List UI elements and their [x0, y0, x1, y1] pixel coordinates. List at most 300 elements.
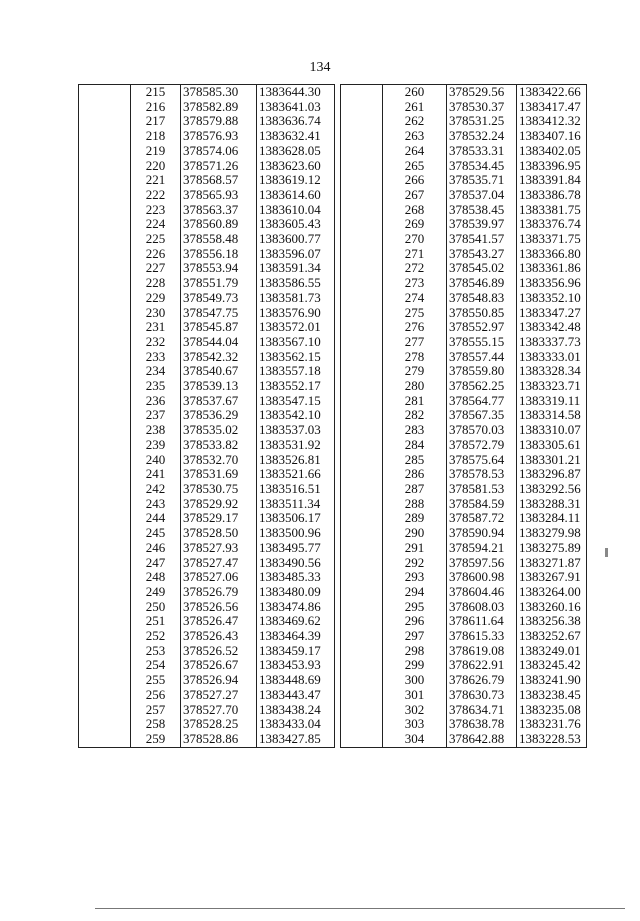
table-row — [79, 408, 335, 423]
x-coordinate-cell: 378557.44 — [447, 350, 517, 365]
x-coordinate-cell: 378526.94 — [181, 673, 257, 688]
table-row — [341, 159, 587, 174]
point-number-cell: 274 — [383, 291, 447, 306]
table-row — [79, 335, 335, 350]
x-coordinate-cell: 378528.50 — [181, 526, 257, 541]
blank-cell — [79, 350, 131, 365]
blank-cell — [341, 232, 383, 247]
table-row — [79, 482, 335, 497]
blank-cell — [79, 85, 131, 100]
blank-cell — [79, 423, 131, 438]
x-coordinate-cell: 378550.85 — [447, 306, 517, 321]
y-coordinate-cell: 1383347.27 — [517, 306, 587, 321]
point-number-cell: 291 — [383, 541, 447, 556]
x-coordinate-cell: 378542.32 — [181, 350, 257, 365]
table-row — [79, 732, 335, 747]
x-coordinate-cell: 378553.94 — [181, 261, 257, 276]
x-coordinate-cell: 378534.45 — [447, 159, 517, 174]
point-number-cell: 296 — [383, 614, 447, 629]
blank-cell — [79, 291, 131, 306]
scan-mark — [605, 548, 608, 557]
x-coordinate-cell: 378575.64 — [447, 453, 517, 468]
table-row — [341, 100, 587, 115]
x-coordinate-cell: 378567.35 — [447, 408, 517, 423]
x-coordinate-cell: 378526.52 — [181, 644, 257, 659]
x-coordinate-cell: 378526.56 — [181, 600, 257, 615]
x-coordinate-cell: 378549.73 — [181, 291, 257, 306]
table-row — [341, 600, 587, 615]
x-coordinate-cell: 378584.59 — [447, 497, 517, 512]
y-coordinate-cell: 1383438.24 — [257, 703, 335, 718]
table-row — [79, 717, 335, 732]
blank-cell — [341, 247, 383, 262]
x-coordinate-cell: 378536.29 — [181, 408, 257, 423]
x-coordinate-cell: 378548.83 — [447, 291, 517, 306]
y-coordinate-cell: 1383284.11 — [517, 511, 587, 526]
y-coordinate-cell: 1383641.03 — [257, 100, 335, 115]
y-coordinate-cell: 1383323.71 — [517, 379, 587, 394]
x-coordinate-cell: 378527.06 — [181, 570, 257, 585]
x-coordinate-cell: 378611.64 — [447, 614, 517, 629]
y-coordinate-cell: 1383252.67 — [517, 629, 587, 644]
point-number-cell: 243 — [131, 497, 181, 512]
point-number-cell: 297 — [383, 629, 447, 644]
y-coordinate-cell: 1383356.96 — [517, 276, 587, 291]
x-coordinate-cell: 378559.80 — [447, 364, 517, 379]
point-number-cell: 227 — [131, 261, 181, 276]
point-number-cell: 285 — [383, 453, 447, 468]
x-coordinate-cell: 378572.79 — [447, 438, 517, 453]
point-number-cell: 215 — [131, 85, 181, 100]
point-number-cell: 236 — [131, 394, 181, 409]
point-number-cell: 279 — [383, 364, 447, 379]
point-number-cell: 256 — [131, 688, 181, 703]
x-coordinate-cell: 378562.25 — [447, 379, 517, 394]
x-coordinate-cell: 378578.53 — [447, 467, 517, 482]
x-coordinate-cell: 378600.98 — [447, 570, 517, 585]
point-number-cell: 216 — [131, 100, 181, 115]
y-coordinate-cell: 1383288.31 — [517, 497, 587, 512]
blank-cell — [79, 556, 131, 571]
y-coordinate-cell: 1383256.38 — [517, 614, 587, 629]
point-number-cell: 218 — [131, 129, 181, 144]
table-row — [341, 511, 587, 526]
blank-cell — [341, 732, 383, 747]
y-coordinate-cell: 1383396.95 — [517, 159, 587, 174]
y-coordinate-cell: 1383412.32 — [517, 114, 587, 129]
point-number-cell: 267 — [383, 188, 447, 203]
table-row — [341, 453, 587, 468]
table-row — [341, 703, 587, 718]
point-number-cell: 250 — [131, 600, 181, 615]
table-row — [79, 291, 335, 306]
point-number-cell: 289 — [383, 511, 447, 526]
x-coordinate-cell: 378529.92 — [181, 497, 257, 512]
blank-cell — [341, 600, 383, 615]
x-coordinate-cell: 378528.25 — [181, 717, 257, 732]
point-number-cell: 277 — [383, 335, 447, 350]
y-coordinate-cell: 1383628.05 — [257, 144, 335, 159]
blank-cell — [341, 306, 383, 321]
blank-cell — [79, 379, 131, 394]
x-coordinate-cell: 378532.24 — [447, 129, 517, 144]
table-row — [79, 129, 335, 144]
table-row — [341, 188, 587, 203]
table-row — [79, 644, 335, 659]
blank-cell — [341, 114, 383, 129]
table-row — [79, 188, 335, 203]
blank-cell — [341, 541, 383, 556]
blank-cell — [79, 232, 131, 247]
y-coordinate-cell: 1383542.10 — [257, 408, 335, 423]
table-row — [341, 438, 587, 453]
table-row — [341, 467, 587, 482]
x-coordinate-cell: 378527.27 — [181, 688, 257, 703]
y-coordinate-cell: 1383474.86 — [257, 600, 335, 615]
blank-cell — [79, 629, 131, 644]
table-row — [79, 453, 335, 468]
blank-cell — [341, 394, 383, 409]
blank-cell — [79, 482, 131, 497]
x-coordinate-cell: 378594.21 — [447, 541, 517, 556]
y-coordinate-cell: 1383605.43 — [257, 217, 335, 232]
y-coordinate-cell: 1383328.34 — [517, 364, 587, 379]
x-coordinate-cell: 378539.97 — [447, 217, 517, 232]
point-number-cell: 231 — [131, 320, 181, 335]
blank-cell — [79, 188, 131, 203]
table-row — [79, 511, 335, 526]
table-row — [341, 497, 587, 512]
table-row — [341, 350, 587, 365]
x-coordinate-cell: 378541.57 — [447, 232, 517, 247]
x-coordinate-cell: 378597.56 — [447, 556, 517, 571]
x-coordinate-cell: 378530.75 — [181, 482, 257, 497]
point-number-cell: 230 — [131, 306, 181, 321]
x-coordinate-cell: 378546.89 — [447, 276, 517, 291]
point-number-cell: 235 — [131, 379, 181, 394]
blank-cell — [341, 320, 383, 335]
blank-cell — [79, 673, 131, 688]
y-coordinate-cell: 1383314.58 — [517, 408, 587, 423]
table-row — [341, 247, 587, 262]
point-number-cell: 273 — [383, 276, 447, 291]
blank-cell — [79, 276, 131, 291]
y-coordinate-cell: 1383610.04 — [257, 203, 335, 218]
x-coordinate-cell: 378527.47 — [181, 556, 257, 571]
blank-cell — [79, 614, 131, 629]
x-coordinate-cell: 378579.88 — [181, 114, 257, 129]
x-coordinate-cell: 378585.30 — [181, 85, 257, 100]
y-coordinate-cell: 1383231.76 — [517, 717, 587, 732]
point-number-cell: 260 — [383, 85, 447, 100]
y-coordinate-cell: 1383292.56 — [517, 482, 587, 497]
y-coordinate-cell: 1383480.09 — [257, 585, 335, 600]
blank-cell — [79, 100, 131, 115]
table-row — [341, 379, 587, 394]
x-coordinate-cell: 378543.27 — [447, 247, 517, 262]
x-coordinate-cell: 378527.70 — [181, 703, 257, 718]
table-row — [79, 570, 335, 585]
table-row — [79, 379, 335, 394]
point-number-cell: 282 — [383, 408, 447, 423]
x-coordinate-cell: 378528.86 — [181, 732, 257, 747]
x-coordinate-cell: 378556.18 — [181, 247, 257, 262]
point-number-cell: 275 — [383, 306, 447, 321]
table-row — [79, 629, 335, 644]
blank-cell — [79, 453, 131, 468]
table-row — [79, 173, 335, 188]
table-row — [341, 261, 587, 276]
point-number-cell: 298 — [383, 644, 447, 659]
table-row — [79, 232, 335, 247]
point-number-cell: 253 — [131, 644, 181, 659]
blank-cell — [341, 497, 383, 512]
x-coordinate-cell: 378574.06 — [181, 144, 257, 159]
point-number-cell: 300 — [383, 673, 447, 688]
point-number-cell: 222 — [131, 188, 181, 203]
y-coordinate-cell: 1383623.60 — [257, 159, 335, 174]
table-row — [341, 585, 587, 600]
y-coordinate-cell: 1383547.15 — [257, 394, 335, 409]
x-coordinate-cell: 378529.17 — [181, 511, 257, 526]
blank-cell — [341, 482, 383, 497]
y-coordinate-cell: 1383427.85 — [257, 732, 335, 747]
y-coordinate-cell: 1383531.92 — [257, 438, 335, 453]
x-coordinate-cell: 378529.56 — [447, 85, 517, 100]
point-number-cell: 278 — [383, 350, 447, 365]
y-coordinate-cell: 1383433.04 — [257, 717, 335, 732]
x-coordinate-cell: 378619.08 — [447, 644, 517, 659]
point-number-cell: 245 — [131, 526, 181, 541]
y-coordinate-cell: 1383319.11 — [517, 394, 587, 409]
blank-cell — [79, 541, 131, 556]
point-number-cell: 303 — [383, 717, 447, 732]
x-coordinate-cell: 378539.13 — [181, 379, 257, 394]
y-coordinate-cell: 1383516.51 — [257, 482, 335, 497]
x-coordinate-cell: 378531.69 — [181, 467, 257, 482]
y-coordinate-cell: 1383305.61 — [517, 438, 587, 453]
table-row — [79, 144, 335, 159]
x-coordinate-cell: 378551.79 — [181, 276, 257, 291]
table-row — [341, 556, 587, 571]
blank-cell — [341, 717, 383, 732]
blank-cell — [79, 159, 131, 174]
y-coordinate-cell: 1383361.86 — [517, 261, 587, 276]
blank-cell — [79, 408, 131, 423]
table-row — [79, 217, 335, 232]
y-coordinate-cell: 1383485.33 — [257, 570, 335, 585]
y-coordinate-cell: 1383576.90 — [257, 306, 335, 321]
y-coordinate-cell: 1383386.78 — [517, 188, 587, 203]
point-number-cell: 234 — [131, 364, 181, 379]
y-coordinate-cell: 1383448.69 — [257, 673, 335, 688]
table-row — [341, 232, 587, 247]
x-coordinate-cell: 378558.48 — [181, 232, 257, 247]
x-coordinate-cell: 378533.82 — [181, 438, 257, 453]
table-row — [341, 658, 587, 673]
y-coordinate-cell: 1383310.07 — [517, 423, 587, 438]
y-coordinate-cell: 1383495.77 — [257, 541, 335, 556]
table-row — [79, 394, 335, 409]
table-row — [341, 717, 587, 732]
blank-cell — [79, 217, 131, 232]
x-coordinate-cell: 378527.93 — [181, 541, 257, 556]
x-coordinate-cell: 378560.89 — [181, 217, 257, 232]
x-coordinate-cell: 378555.15 — [447, 335, 517, 350]
blank-cell — [341, 511, 383, 526]
point-number-cell: 261 — [383, 100, 447, 115]
table-row — [341, 673, 587, 688]
x-coordinate-cell: 378634.71 — [447, 703, 517, 718]
x-coordinate-cell: 378531.25 — [447, 114, 517, 129]
y-coordinate-cell: 1383591.34 — [257, 261, 335, 276]
blank-cell — [341, 673, 383, 688]
point-number-cell: 229 — [131, 291, 181, 306]
table-row — [341, 129, 587, 144]
blank-cell — [79, 497, 131, 512]
point-number-cell: 247 — [131, 556, 181, 571]
blank-cell — [341, 350, 383, 365]
y-coordinate-cell: 1383249.01 — [517, 644, 587, 659]
point-number-cell: 304 — [383, 732, 447, 747]
point-number-cell: 240 — [131, 453, 181, 468]
table-row — [341, 144, 587, 159]
y-coordinate-cell: 1383469.62 — [257, 614, 335, 629]
point-number-cell: 301 — [383, 688, 447, 703]
blank-cell — [341, 203, 383, 218]
point-number-cell: 233 — [131, 350, 181, 365]
x-coordinate-cell: 378526.43 — [181, 629, 257, 644]
x-coordinate-cell: 378544.04 — [181, 335, 257, 350]
blank-cell — [341, 644, 383, 659]
table-row — [79, 541, 335, 556]
point-number-cell: 269 — [383, 217, 447, 232]
table-row — [341, 423, 587, 438]
point-number-cell: 276 — [383, 320, 447, 335]
y-coordinate-cell: 1383245.42 — [517, 658, 587, 673]
x-coordinate-cell: 378540.67 — [181, 364, 257, 379]
table-row — [341, 306, 587, 321]
x-coordinate-cell: 378604.46 — [447, 585, 517, 600]
point-number-cell: 263 — [383, 129, 447, 144]
point-number-cell: 258 — [131, 717, 181, 732]
y-coordinate-cell: 1383267.91 — [517, 570, 587, 585]
table-row — [341, 644, 587, 659]
table-row — [341, 526, 587, 541]
blank-cell — [79, 658, 131, 673]
y-coordinate-cell: 1383279.98 — [517, 526, 587, 541]
blank-cell — [79, 717, 131, 732]
y-coordinate-cell: 1383296.87 — [517, 467, 587, 482]
table-row — [341, 291, 587, 306]
x-coordinate-cell: 378533.31 — [447, 144, 517, 159]
point-number-cell: 246 — [131, 541, 181, 556]
point-number-cell: 271 — [383, 247, 447, 262]
coordinate-table-left — [78, 84, 335, 748]
table-row — [341, 688, 587, 703]
point-number-cell: 299 — [383, 658, 447, 673]
x-coordinate-cell: 378626.79 — [447, 673, 517, 688]
blank-cell — [341, 159, 383, 174]
blank-cell — [341, 688, 383, 703]
blank-cell — [341, 85, 383, 100]
page-number: 134 — [309, 60, 331, 75]
point-number-cell: 280 — [383, 379, 447, 394]
y-coordinate-cell: 1383275.89 — [517, 541, 587, 556]
y-coordinate-cell: 1383301.21 — [517, 453, 587, 468]
y-coordinate-cell: 1383614.60 — [257, 188, 335, 203]
table-row — [341, 614, 587, 629]
table-row — [79, 85, 335, 100]
x-coordinate-cell: 378547.75 — [181, 306, 257, 321]
point-number-cell: 238 — [131, 423, 181, 438]
y-coordinate-cell: 1383537.03 — [257, 423, 335, 438]
blank-cell — [79, 364, 131, 379]
y-coordinate-cell: 1383417.47 — [517, 100, 587, 115]
point-number-cell: 225 — [131, 232, 181, 247]
point-number-cell: 264 — [383, 144, 447, 159]
x-coordinate-cell: 378582.89 — [181, 100, 257, 115]
blank-cell — [341, 100, 383, 115]
point-number-cell: 257 — [131, 703, 181, 718]
table-row — [79, 247, 335, 262]
point-number-cell: 249 — [131, 585, 181, 600]
x-coordinate-cell: 378526.47 — [181, 614, 257, 629]
table-row — [341, 276, 587, 291]
y-coordinate-cell: 1383511.34 — [257, 497, 335, 512]
table-row — [341, 732, 587, 747]
y-coordinate-cell: 1383366.80 — [517, 247, 587, 262]
y-coordinate-cell: 1383581.73 — [257, 291, 335, 306]
point-number-cell: 295 — [383, 600, 447, 615]
blank-cell — [341, 556, 383, 571]
x-coordinate-cell: 378526.79 — [181, 585, 257, 600]
blank-cell — [79, 129, 131, 144]
y-coordinate-cell: 1383443.47 — [257, 688, 335, 703]
x-coordinate-cell: 378570.03 — [447, 423, 517, 438]
table-row — [79, 614, 335, 629]
y-coordinate-cell: 1383600.77 — [257, 232, 335, 247]
blank-cell — [341, 379, 383, 394]
table-row — [79, 658, 335, 673]
x-coordinate-cell: 378638.78 — [447, 717, 517, 732]
table-row — [341, 173, 587, 188]
blank-cell — [79, 438, 131, 453]
point-number-cell: 272 — [383, 261, 447, 276]
table-row — [79, 673, 335, 688]
x-coordinate-cell: 378537.04 — [447, 188, 517, 203]
blank-cell — [341, 173, 383, 188]
table-row — [79, 261, 335, 276]
point-number-cell: 290 — [383, 526, 447, 541]
table-row — [341, 394, 587, 409]
y-coordinate-cell: 1383644.30 — [257, 85, 335, 100]
table-row — [341, 482, 587, 497]
coordinate-table-right — [340, 84, 587, 748]
blank-cell — [79, 173, 131, 188]
table-row — [79, 203, 335, 218]
y-coordinate-cell: 1383391.84 — [517, 173, 587, 188]
point-number-cell: 268 — [383, 203, 447, 218]
blank-cell — [79, 644, 131, 659]
blank-cell — [79, 585, 131, 600]
blank-cell — [79, 203, 131, 218]
y-coordinate-cell: 1383381.75 — [517, 203, 587, 218]
y-coordinate-cell: 1383271.87 — [517, 556, 587, 571]
blank-cell — [79, 114, 131, 129]
x-coordinate-cell: 378545.02 — [447, 261, 517, 276]
point-number-cell: 217 — [131, 114, 181, 129]
